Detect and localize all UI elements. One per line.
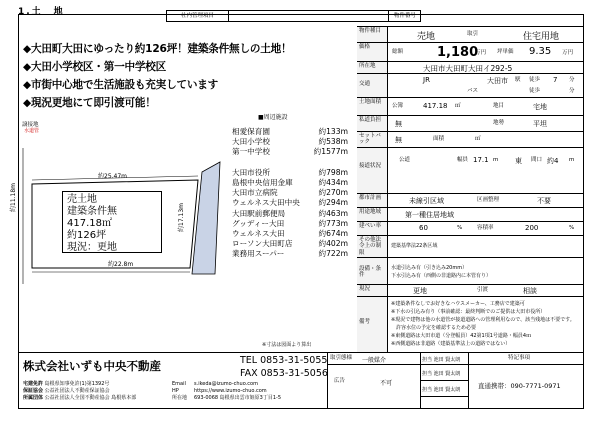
bullet-item: ◆現況更地にて即引渡可能！ — [23, 97, 156, 109]
nearby-item: 業務用スーパー 約722m — [232, 249, 348, 259]
contact-list: Email s.ikeda@izumo-chuo.com HP https://www.izumo-chuo.com 所在地 693-0068 島根県出雲市姫原3丁目1-5 — [172, 381, 282, 401]
company-fax: FAX 0853-31-5056 — [240, 368, 328, 379]
nearby-item: 大田小学校 約538m — [232, 137, 348, 147]
row-type: 物件種目 売地 取引 住宅用地 — [357, 26, 584, 42]
nearby-title: ■周辺施設 — [258, 114, 288, 121]
neighbor-parcel — [192, 162, 220, 274]
nearby-item: 大田駅前郵便局 約463m — [232, 208, 348, 218]
bullet-item: ◆市街中心地で生活施設も充実しています — [23, 79, 219, 91]
nearby-item: 第一中学校 約1577m — [232, 147, 348, 157]
nearby-item — [232, 157, 350, 167]
dim-bottom: 約22.8m — [108, 261, 134, 268]
dim-top: 約25.47m — [98, 173, 128, 180]
trade-value: 一般媒介 — [362, 357, 387, 364]
row-price: 価格 総額 1,180 万円 坪単価 9.35 万円 — [357, 42, 584, 61]
dim-right: 約17.13m — [178, 202, 185, 232]
bullet-list — [23, 41, 353, 113]
meter-label: 譲接地 — [22, 122, 39, 128]
row-city: 都市計画 未線引区域 区画整理 不要 — [357, 193, 584, 207]
row-area: 土地面積 公簿 417.18 ㎡ 地目 宅地 — [357, 97, 584, 115]
bullet-item: ◆大田町大田にゆったり約126坪！建築条件無しの土地！ — [23, 43, 292, 55]
row-private-road: 私道負担 無 地勢 平坦 — [357, 115, 584, 131]
row-traffic: 交通 JR 大田市 駅 徒歩 7 分 バス 徒歩 分 — [357, 73, 584, 97]
nearby-item: 大田市立病院 約270m — [232, 188, 348, 198]
mgmt-label: 社内管理項目 — [167, 11, 229, 21]
nearby-item: ローソン大田町店 約402m — [232, 239, 348, 249]
trade-title: 取引態様 — [330, 355, 353, 361]
row-remarks: 備考 ※建築条件なしでお好きなハウスメーカー、工務店で建築可 ※下水の引込み有り（事前確認：最終判断でのご提供は大田市役所） ※現況で建物は他の水道管が接道道路への管理利用なので、該当残地は不要です。 許容水位の予定を確認するため必要 ※東側道路は大田市道（分登幅員）42第1項1号道路・幅員4ｍ ※西側道路は非道路（建築基準法上の道路ではない） — [357, 296, 584, 352]
ad-value: 不可 — [380, 380, 393, 387]
row-ratio: 建ぺい率 60 % 容積率 200 % — [357, 221, 584, 235]
meter-sub: 水道管 — [24, 128, 40, 134]
land-box: 売土地 建築条件無 417.18㎡ 約126坪 現況：更地 — [62, 191, 162, 253]
map-note: ※寸法は図面より算出 — [262, 342, 312, 348]
ad-title: 広告 — [334, 378, 346, 384]
row-infra: 設備・条件 水道引込み有（引き込み20mm） 下水引込み有（西側の非道路内に本管有り） — [357, 257, 584, 284]
nearby-item: ウェルネス大田 約674m — [232, 228, 348, 238]
row-law: その他法令上の制限 建築基準法22条区域 — [357, 235, 584, 257]
dim-left: 約11.18m — [10, 182, 17, 212]
special-title: 特記事項 — [508, 355, 531, 361]
nearby-item: ウェルネス大田中央 約294m — [232, 198, 348, 208]
section-title: 1.土 地 — [18, 7, 65, 17]
staff-1: 担当 池田 賢太朗 — [422, 357, 461, 363]
special-value: 直通携帯：090-7771-0971 — [478, 382, 561, 390]
nearby-list — [232, 126, 350, 258]
nearby-item: 島根中央信用金庫 約434m — [232, 177, 348, 187]
company-tel: TEL 0853-31-5055 — [240, 355, 328, 366]
row-road: 接道状況 公道 幅員 17.1 m 東 間口 約4 m — [357, 147, 584, 193]
staff-2: 担当 池田 賢太朗 — [422, 371, 461, 377]
prop-no-label: 物件番号 — [388, 11, 421, 21]
nearby-item: 相愛保育園 約133m — [232, 127, 348, 136]
row-zone: 用途地域 第一種住居地域 — [357, 207, 584, 221]
row-status: 現況 更地 引渡 相談 — [357, 284, 584, 296]
bullet-item: ◆大田小学校区・第一中学校区 — [23, 61, 167, 73]
company-name: 株式会社いずも中央不動産 — [23, 359, 161, 373]
nearby-item: 大田市役所 約798m — [232, 167, 348, 177]
license-list: 宅建免許 島根県知事免許(1)第1392号 保証協会 公益社団法人不動産保証協会 所属団体 公益社団法人全国不動産協会 島根県本部 — [23, 381, 137, 401]
nearby-item: グッディー大田 約773m — [232, 218, 348, 228]
row-setback: セットバック 無 面積 ㎡ — [357, 131, 584, 147]
staff-3: 担当 池田 賢太朗 — [422, 387, 461, 393]
row-address: 所在地 大田市大田町大田イ292-5 — [357, 61, 584, 73]
